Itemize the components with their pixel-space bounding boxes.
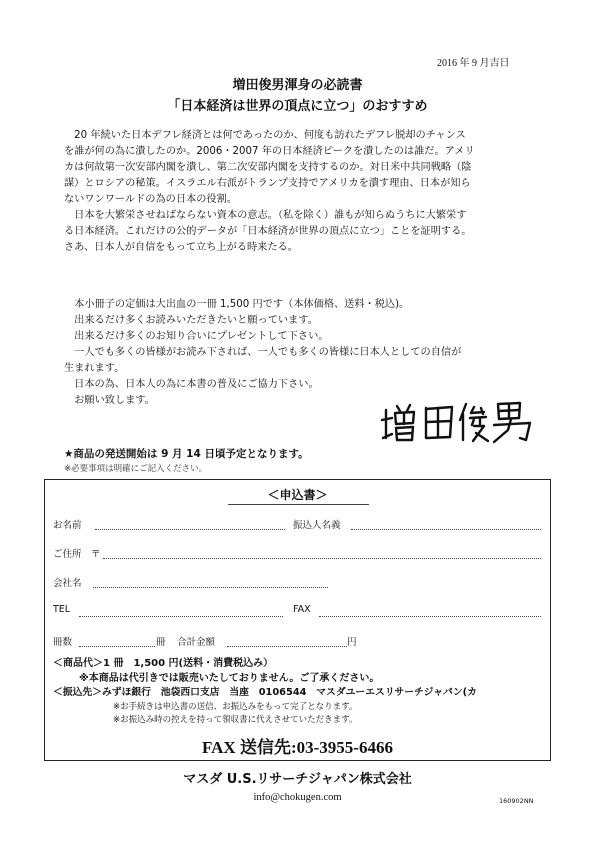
quantity-field[interactable] bbox=[79, 646, 155, 647]
total-unit: 円 bbox=[347, 637, 357, 648]
intro-line: 謀）とロシアの秘策。イスラエル右派がトランプ支持でアメリカを潰す理由、日本が知ら bbox=[64, 178, 471, 189]
intro-line: カは何故第一次安部内閣を潰し、第二次安部内閣を支持するのか。対日米中共同戦略（陰 bbox=[64, 162, 472, 173]
appeal-line: 出来るだけ多くのお知り合いにプレゼントして下さい。 bbox=[64, 331, 329, 342]
intro-line: を誰が何の為に潰したのか。2006・2007 年の日本経済ピークを潰したのは誰だ。アメリ bbox=[64, 146, 475, 157]
quantity-unit: 冊 bbox=[156, 637, 166, 648]
quantity-label: 冊数 bbox=[53, 637, 73, 648]
cod-note: ※本商品は代引きでは販売いたしておりません。ご了承ください。 bbox=[79, 673, 380, 684]
fax-destination: FAX 送信先:03-3955-6466 bbox=[202, 738, 393, 757]
issue-date: 2016 年 9 月吉日 bbox=[437, 58, 510, 69]
name-field[interactable] bbox=[95, 529, 285, 530]
address-label: ご住所 bbox=[53, 549, 82, 560]
handwritten-signature bbox=[380, 398, 540, 444]
appeal-paragraph bbox=[64, 297, 544, 409]
document-code: 160902NN bbox=[499, 797, 534, 805]
form-title-divider bbox=[228, 504, 369, 505]
appeal-line: 生まれます。 bbox=[64, 363, 125, 374]
total-label: 合計金額 bbox=[177, 637, 216, 648]
name-label: お名前 bbox=[53, 520, 82, 531]
appeal-line: お願い致します。 bbox=[64, 395, 155, 406]
shipping-notice: ★商品の発送開始は 9 月 14 日頃予定となります。 bbox=[64, 448, 309, 460]
tel-field[interactable] bbox=[79, 616, 283, 617]
intro-line: ないワンワールドの為の日本の役割。 bbox=[64, 194, 237, 205]
intro-paragraph bbox=[64, 128, 544, 256]
bank-account-line: ＜振込先＞みずほ銀行 池袋西口支店 当座 0106544 マスダユーエスリサーチジャパン(カ bbox=[53, 687, 477, 698]
receipt-remark: ※お振込み時の控えを持って領収書に代えさせていただきます。 bbox=[113, 715, 358, 725]
appeal-line: 出来るだけ多くお読みいただきたいと願っています。 bbox=[64, 315, 318, 326]
appeal-line: 本小冊子の定価は大出血の一冊 1,500 円です（本体価格、送料・税込)。 bbox=[64, 299, 410, 310]
contact-email[interactable]: info@chokugen.com bbox=[253, 792, 342, 803]
intro-line: る日本経済。これだけの公的データが「日本経済が世界の頂点に立つ」ことを証明する。 bbox=[64, 226, 472, 237]
intro-line: 20 年続いた日本デフレ経済とは何であったのか、何度も訪れたデフレ脱却のチャンス bbox=[64, 130, 466, 141]
price-line: ＜商品代＞1 冊 1,500 円(送料・消費税込み） bbox=[53, 658, 274, 669]
page-title: 増田俊男渾身の必読書 bbox=[232, 78, 363, 93]
total-field[interactable] bbox=[227, 646, 347, 647]
address-field[interactable] bbox=[103, 558, 541, 559]
transfer-name-field[interactable] bbox=[351, 529, 541, 530]
appeal-line: 一人でも多くの皆様がお読み下されば、一人でも多くの皆様に日本人としての自信が bbox=[64, 347, 462, 358]
postal-mark: 〒 bbox=[91, 549, 101, 560]
tel-label: TEL bbox=[53, 604, 71, 615]
form-title: ＜申込書＞ bbox=[267, 488, 328, 502]
company-label: 会社名 bbox=[53, 578, 82, 589]
fax-field[interactable] bbox=[319, 616, 541, 617]
transfer-name-label: 振込人名義 bbox=[293, 520, 341, 531]
fill-note: ※必要事項は明確にご記入ください。 bbox=[64, 464, 208, 474]
intro-line: 日本を大繁栄させねばならない資本の意志。（私を除く）誰もが知らぬうちに大繁栄す bbox=[64, 210, 467, 221]
company-name: マスダ U.S.リサーチジャパン株式会社 bbox=[183, 772, 412, 787]
page-subtitle: 「日本経済は世界の頂点に立つ」のおすすめ bbox=[167, 99, 428, 114]
company-field[interactable] bbox=[93, 587, 328, 588]
procedure-remark: ※お手続きは申込書の送信、お振込みをもって完了となります。 bbox=[113, 702, 358, 712]
appeal-line: 日本の為、日本人の為に本書の普及にご協力下さい。 bbox=[64, 379, 319, 390]
intro-line: さあ、日本人が自信をもって立ち上がる時来たる。 bbox=[64, 242, 298, 253]
order-form bbox=[44, 479, 551, 761]
fax-label: FAX bbox=[293, 604, 311, 615]
